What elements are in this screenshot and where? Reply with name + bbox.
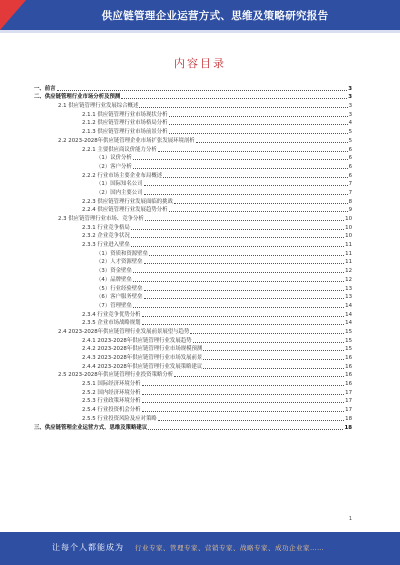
toc-entry[interactable] [34,127,352,136]
toc-entry[interactable] [34,206,352,215]
toc-entry-page: 11 [345,259,352,266]
toc-entry-label: （4）品牌壁垒 [96,276,132,283]
toc-entry[interactable] [34,145,352,154]
toc-entry[interactable] [34,232,352,241]
toc-entry-label: 2.3 供应链管理行业市场、竞争分析 [58,216,144,222]
toc-entry-page: 14 [345,320,352,327]
toc-leader-dots [158,419,344,421]
toc-entry-page: 6 [348,146,352,153]
toc-entry-page: 13 [345,285,352,292]
toc-entry-page: 18 [345,415,352,422]
toc-entry-label: 2.2.4 供应链管理行业发展趋势分析 [82,207,168,214]
toc-entry-label: （5）行业经验壁垒 [96,285,143,292]
toc-entry[interactable] [34,379,352,388]
toc-leader-dots [169,123,348,125]
toc-leader-dots [142,315,345,317]
toc-entry[interactable] [34,284,352,293]
footer-slogan: 让每个人都能成为 [52,543,124,552]
toc-entry-label: 2.4.1 2023-2028年供应链管理行业发展趋势 [82,337,192,344]
toc-leader-dots [193,341,345,343]
toc-entry-label: 2.4.4 2023-2028年供应链管理行业发展策略建议 [82,363,203,370]
toc-entry[interactable] [34,188,352,197]
toc-entry-label: 2.4.2 2023-2028年供应链管理行业市场规模预测 [82,346,203,353]
toc-entry-label: （7）管理壁垒 [96,302,132,309]
header-accent-stripe [0,0,26,30]
toc-entry-label: （1）资质和资源壁垒 [96,250,148,257]
toc-entry-page: 3 [348,94,352,101]
toc-entry-page: 15 [345,328,352,335]
toc-entry[interactable] [34,110,352,119]
toc-leader-dots [131,245,344,247]
toc-entry[interactable] [34,362,352,371]
toc-entry-label: 2.3.1 行业竞争格局 [82,224,130,231]
toc-entry-label: 2.1.2 供应链管理行业市场格局分析 [82,120,168,127]
toc-entry-page: 13 [345,294,352,301]
toc-entry-label: 三、供应链管理企业运营方式、思维及策略建议 [34,424,148,431]
toc-leader-dots [169,132,348,134]
toc-entry[interactable] [34,154,352,163]
toc-heading: 内容目录 [174,57,226,70]
toc-entry[interactable] [34,388,352,397]
toc-leader-dots [149,254,344,256]
footer-banner [0,532,400,565]
toc-leader-dots [121,97,347,99]
toc-entry-label: （1）国际知名公司 [96,181,143,188]
toc-entry-page: 14 [345,302,352,309]
toc-entry-label: 2.2 2023-2028年供应链管理企业市场扩张发展环境剖析 [58,137,195,144]
toc-leader-dots [169,115,348,117]
toc-entry-label: 2.2.2 行业市场主要企业布局概述 [82,172,163,179]
toc-leader-dots [144,184,348,186]
toc-entry[interactable] [34,258,352,267]
toc-entry-label: 2.5.4 行业投资机会分析 [82,407,141,414]
toc-entry-page: 12 [345,276,352,283]
toc-leader-dots [133,280,344,282]
toc-leader-dots [148,428,343,430]
header-divider [0,30,400,33]
toc-leader-dots [131,236,344,238]
toc-entry-label: 2.1 供应链管理行业发展综合概述 [58,103,139,110]
toc-entry-page: 16 [345,381,352,388]
toc-entry[interactable] [34,136,352,145]
toc-leader-dots [174,202,348,204]
toc-entry-page: 17 [345,398,352,405]
toc-entry-label: 2.1.1 供应链管理行业市场现状分析 [82,111,168,118]
toc-entry-page: 5 [348,129,352,136]
toc-leader-dots [142,384,345,386]
toc-entry-label: （3）资金壁垒 [96,268,132,275]
toc-entry[interactable] [34,162,352,171]
toc-entry-label: 2.5 2023-2028年供应链管理行业投资策略分析 [58,372,174,379]
toc-leader-dots [142,410,345,412]
toc-leader-dots [133,271,344,273]
toc-entry[interactable] [34,266,352,275]
toc-entry-page: 5 [348,137,352,144]
toc-entry-page: 8 [348,198,352,205]
toc-entry-label: （2）国内主要公司 [96,189,143,196]
toc-entry[interactable] [34,345,352,354]
page-number: 1 [348,516,352,522]
toc-entry[interactable] [34,171,352,180]
toc-entry-page: 3 [348,103,352,110]
toc-entry-page: 16 [345,372,352,379]
toc-entry-label: 2.3.4 行业竞争优势分析 [82,311,141,318]
toc-entry-label: （1）议价分析 [96,155,132,162]
toc-entry[interactable] [34,119,352,128]
toc-entry-label: 一、前言 [34,85,56,92]
toc-leader-dots [133,306,344,308]
footer-tagline: 行业专家、管理专家、营销专家、战略专家、成功企业家…… [135,544,324,552]
toc-entry[interactable] [34,336,352,345]
toc-entry[interactable] [34,301,352,310]
toc-entry[interactable] [34,223,352,232]
toc-leader-dots [190,332,344,334]
report-title: 供应链管理企业运营方式、思维及策略研究报告 [101,10,329,22]
toc-entry-label: 2.5.1 国际经济环境分析 [82,381,141,388]
table-of-contents [34,84,352,432]
toc-entry[interactable] [34,180,352,189]
toc-leader-dots [142,323,345,325]
toc-entry-label: 2.5.5 行业投资风险及应对策略 [82,415,157,422]
toc-entry-label: 2.4 2023-2028年供应链管理行业发展前景展望与趋势 [58,328,190,335]
toc-entry-page: 17 [345,389,352,396]
toc-entry-page: 17 [345,407,352,414]
toc-entry[interactable] [34,240,352,249]
toc-entry[interactable] [34,249,352,258]
toc-entry-page: 14 [345,311,352,318]
toc-entry-page: 15 [345,337,352,344]
toc-entry-page: 16 [345,355,352,361]
toc-entry[interactable] [34,84,352,93]
toc-entry-page: 6 [348,172,352,179]
toc-leader-dots [142,401,345,403]
toc-entry-page: 3 [348,85,352,92]
toc-entry[interactable] [34,197,352,206]
toc-entry-page: 18 [344,424,352,431]
toc-leader-dots [144,193,348,195]
toc-entry[interactable] [34,93,352,102]
toc-entry-label: 2.2.1 主要供应商议价能力分析 [82,146,157,153]
toc-entry-label: 2.2.3 供应链管理行业发展面临的挑战 [82,198,173,205]
toc-leader-dots [196,141,348,143]
toc-entry-page: 6 [348,155,352,162]
toc-entry[interactable] [34,214,352,223]
toc-entry-label: （6）客户服务壁垒 [96,294,143,301]
toc-entry-label: （2）客户分析 [96,163,132,170]
toc-entry[interactable] [34,275,352,284]
toc-leader-dots [133,158,348,160]
toc-entry[interactable] [34,101,352,110]
toc-entry[interactable] [34,414,352,423]
toc-entry-label: 2.3.3 行业进入壁垒 [82,242,130,249]
toc-entry-page: 10 [345,233,352,240]
toc-entry-page: 6 [348,163,352,170]
toc-entry-page: 16 [345,363,352,370]
toc-entry-page: 11 [345,242,352,249]
toc-leader-dots [133,167,348,169]
toc-leader-dots [142,393,345,395]
toc-leader-dots [203,349,344,351]
toc-entry-page: 7 [348,181,352,188]
toc-entry-label: 二、供应链管理行业市场分析及预测 [34,94,121,101]
toc-entry-page: 3 [348,111,352,118]
toc-entry-label: 2.1.3 供应链管理行业市场前景分析 [82,129,168,136]
toc-entry-page: 7 [348,189,352,196]
toc-entry-page: 15 [345,346,352,353]
toc-leader-dots [203,367,344,369]
toc-entry[interactable] [34,319,352,328]
toc-entry-page: 10 [345,216,352,222]
toc-entry-label: 2.5.2 国内经济环境分析 [82,389,141,396]
toc-entry-label: 2.3.2 企业竞争状况 [82,233,130,240]
toc-entry[interactable] [34,371,352,380]
toc-leader-dots [203,358,344,360]
toc-entry-page: 10 [345,224,352,231]
toc-leader-dots [139,106,347,108]
toc-entry-label: （2）人才资源壁垒 [96,259,143,266]
toc-entry[interactable] [34,310,352,319]
toc-leader-dots [144,262,345,264]
toc-entry[interactable] [34,423,352,432]
toc-leader-dots [131,228,344,230]
toc-entry-page: 9 [348,207,352,214]
toc-entry-label: 2.5.3 行业政策环境分析 [82,398,141,405]
toc-entry[interactable] [34,327,352,336]
toc-leader-dots [158,150,348,152]
toc-entry-page: 11 [345,250,352,257]
toc-entry-page: 4 [348,120,352,127]
toc-leader-dots [57,89,348,91]
toc-entry[interactable] [34,405,352,414]
toc-leader-dots [169,210,348,212]
toc-leader-dots [145,219,344,221]
toc-entry[interactable] [34,293,352,302]
toc-leader-dots [144,297,345,299]
toc-leader-dots [144,289,345,291]
toc-entry-page: 12 [345,268,352,275]
toc-entry-label: 2.3.5 企业市场战略规划 [82,320,141,327]
toc-entry[interactable] [34,397,352,406]
header-banner [0,0,400,30]
toc-entry[interactable] [34,353,352,362]
toc-leader-dots [163,176,347,178]
toc-entry-label: 2.4.3 2023-2028年供应链管理行业市场发展前景 [82,355,203,361]
toc-leader-dots [174,375,344,377]
